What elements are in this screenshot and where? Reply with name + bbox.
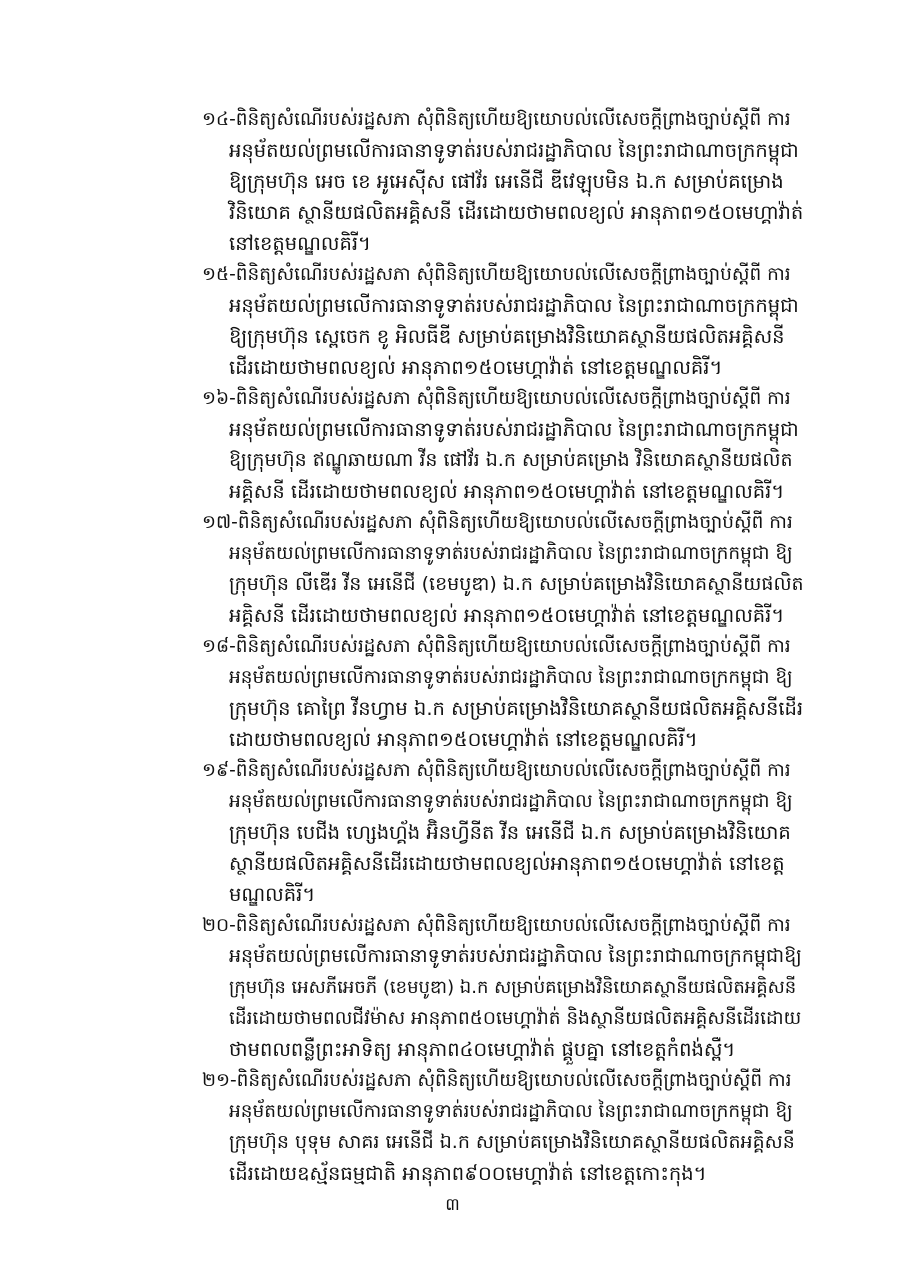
item-line: ១៧-ពិនិត្យសំណើរបស់រដ្ឋសភា សុំពិនិត្យហើយឱ្យយោបល់លើសេចក្តីព្រាងច្បាប់ស្តីពី ការ bbox=[202, 512, 793, 533]
item-line: វិនិយោគ ស្ថានីយផលិតអគ្គិសនី ដើរដោយថាមពលខ្យល់ អានុភាព១៥០មេហ្គាវ៉ាត់ bbox=[229, 201, 804, 224]
item-line: ស្ថានីយផលិតអគ្គិសនីដើរដោយថាមពលខ្យល់អានុភាព១៥០មេហ្គាវ៉ាត់ នៅខេត្ត bbox=[229, 852, 785, 875]
item-line: អគ្គិសនី ដើរដោយថាមពលខ្យល់ អានុភាព១៥០មេហ្គាវ៉ាត់ នៅខេត្តមណ្ឌលគិរី។ bbox=[229, 480, 785, 503]
agenda-list bbox=[202, 104, 804, 1189]
item-line: ក្រុមហ៊ុន លីឌើរ វីន អេនើជី (ខេមបូឌា) ឯ.ក សម្រាប់គម្រោងវិនិយោគស្ថានីយផលិត bbox=[229, 573, 804, 595]
agenda-item-20 bbox=[202, 910, 804, 1065]
agenda-item-21 bbox=[202, 1065, 804, 1189]
item-line: ក្រុមហ៊ុន គោព្រៃ វីនហ្វាម ឯ.ក សម្រាប់គម្រោងវិនិយោគស្ថានីយផលិតអគ្គិសនីដើរ bbox=[229, 697, 804, 720]
item-line: អនុម័តយល់ព្រមលើការធានាទូទាត់របស់រាជរដ្ឋាភិបាល នៃព្រះរាជាណាចក្រកម្ពុជា bbox=[229, 294, 799, 317]
item-line: អនុម័តយល់ព្រមលើការធានាទូទាត់របស់រាជរដ្ឋាភិបាល នៃព្រះរាជាណាចក្រកម្ពុជាឱ្យ bbox=[229, 945, 802, 967]
item-line: អគ្គិសនី ដើរដោយថាមពលខ្យល់ អានុភាព១៥០មេហ្គាវ៉ាត់ នៅខេត្តមណ្ឌលគិរី។ bbox=[229, 604, 785, 627]
agenda-item-14 bbox=[202, 104, 804, 259]
agenda-item-15 bbox=[202, 259, 804, 383]
item-line: ឱ្យក្រុមហ៊ុន ឥណ្ឌូឆាយណា វីន ផៅវ័រ ឯ.ក សម្រាប់គម្រោង វិនិយោគស្ថានីយផលិត bbox=[229, 449, 793, 471]
item-line: ថាមពលពន្លឺព្រះអាទិត្យ អានុភាព៤០មេហ្គាវ៉ាត់ ផ្គួបគ្នា នៅខេត្តកំពង់ស្ពឺ។ bbox=[229, 1038, 736, 1061]
item-line: មណ្ឌលគិរី។ bbox=[229, 883, 316, 906]
item-line: ដើរដោយឧស្ម័នធម្មជាតិ អានុភាព៩០០មេហ្គាវ៉ាត់ នៅខេត្តកោះកុង។ bbox=[229, 1162, 707, 1185]
agenda-item-16 bbox=[202, 383, 804, 507]
item-line: អនុម័តយល់ព្រមលើការធានាទូទាត់របស់រាជរដ្ឋាភិបាល នៃព្រះរាជាណាចក្រកម្ពុជា bbox=[229, 139, 799, 162]
item-line: ១៤-ពិនិត្យសំណើរបស់រដ្ឋសភា សុំពិនិត្យហើយឱ្យយោបល់លើសេចក្តីព្រាងច្បាប់ស្តីពី ការ bbox=[202, 109, 791, 130]
item-line: ឱ្យក្រុមហ៊ុន ស្ពេចេក ខូ អិលធីឌី សម្រាប់គម្រោងវិនិយោគស្ថានីយផលិតអគ្គិសនី bbox=[229, 325, 785, 348]
item-line: នៅខេត្តមណ្ឌលគិរី។ bbox=[229, 232, 371, 255]
item-line: ដោយថាមពលខ្យល់ អានុភាព១៥០មេហ្គាវ៉ាត់ នៅខេត្តមណ្ឌលគិរី។ bbox=[229, 728, 698, 751]
item-line: អនុម័តយល់ព្រមលើការធានាទូទាត់របស់រាជរដ្ឋាភិបាល នៃព្រះរាជាណាចក្រកម្ពុជា ឱ្យ bbox=[229, 667, 793, 688]
agenda-item-17 bbox=[202, 507, 804, 631]
agenda-item-19 bbox=[202, 755, 804, 910]
item-line: ក្រុមហ៊ុន បុទុម សាគរ អេនើជី ឯ.ក សម្រាប់គម្រោងវិនិយោគស្ថានីយផលិតអគ្គិសនី bbox=[229, 1131, 795, 1153]
item-line: អនុម័តយល់ព្រមលើការធានាទូទាត់របស់រាជរដ្ឋាភិបាល នៃព្រះរាជាណាចក្រកម្ពុជា ឱ្យ bbox=[229, 543, 793, 564]
item-line: អនុម័តយល់ព្រមលើការធានាទូទាត់របស់រាជរដ្ឋាភិបាល នៃព្រះរាជាណាចក្រកម្ពុជា ឱ្យ bbox=[229, 791, 793, 812]
item-line: ១៩-ពិនិត្យសំណើរបស់រដ្ឋសភា សុំពិនិត្យហើយឱ្យយោបល់លើសេចក្តីព្រាងច្បាប់ស្តីពី ការ bbox=[202, 760, 791, 781]
item-line: ១៦-ពិនិត្យសំណើរបស់រដ្ឋសភា សុំពិនិត្យហើយឱ្យយោបល់លើសេចក្តីព្រាងច្បាប់ស្តីពី ការ bbox=[202, 388, 791, 409]
item-line: ២០-ពិនិត្យសំណើរបស់រដ្ឋសភា សុំពិនិត្យហើយឱ្យយោបល់លើសេចក្តីព្រាងច្បាប់ស្តីពី ការ bbox=[202, 915, 791, 936]
item-line: ឱ្យក្រុមហ៊ុន អេច ខេ អូអេស៊ីស ផៅវ័រ អេនើជី ឌីវេឡុបមិន ឯ.ក សម្រាប់គម្រោង bbox=[229, 170, 784, 193]
item-line: ដើរដោយថាមពលជីវម៉ាស អានុភាព៥០មេហ្គាវ៉ាត់ និងស្ថានីយផលិតអគ្គិសនីដើរដោយ bbox=[229, 1008, 802, 1029]
item-line: ១៨-ពិនិត្យសំណើរបស់រដ្ឋសភា សុំពិនិត្យហើយឱ្យយោបល់លើសេចក្តីព្រាងច្បាប់ស្តីពី ការ bbox=[202, 636, 791, 657]
item-line: ១៥-ពិនិត្យសំណើរបស់រដ្ឋសភា សុំពិនិត្យហើយឱ្យយោបល់លើសេចក្តីព្រាងច្បាប់ស្តីពី ការ bbox=[202, 264, 791, 285]
item-line: អនុម័តយល់ព្រមលើការធានាទូទាត់របស់រាជរដ្ឋាភិបាល នៃព្រះរាជាណាចក្រកម្ពុជា ឱ្យ bbox=[229, 1101, 793, 1122]
item-line: ក្រុមហ៊ុន បេជីង ហ្សេងហ្គ័ង អ៊ិនហ្វីនីត វីន អេនើជី ឯ.ក សម្រាប់គម្រោងវិនិយោគ bbox=[229, 821, 791, 844]
item-line: អនុម័តយល់ព្រមលើការធានាទូទាត់របស់រាជរដ្ឋាភិបាល នៃព្រះរាជាណាចក្រកម្ពុជា bbox=[229, 418, 799, 441]
item-line: ២១-ពិនិត្យសំណើរបស់រដ្ឋសភា សុំពិនិត្យហើយឱ្យយោបល់លើសេចក្តីព្រាងច្បាប់ស្តីពី ការ bbox=[202, 1070, 792, 1091]
agenda-item-18 bbox=[202, 631, 804, 755]
page-number: ៣ bbox=[445, 1195, 460, 1215]
item-line: ដើរដោយថាមពលខ្យល់ អានុភាព១៥០មេហ្គាវ៉ាត់ នៅខេត្តមណ្ឌលគិរី។ bbox=[229, 356, 723, 379]
item-line: ក្រុមហ៊ុន អេសភីអេចភី (ខេមបូឌា) ឯ.ក សម្រាប់គម្រោងវិនិយោគស្ថានីយផលិតអគ្គិសនី bbox=[229, 977, 797, 998]
